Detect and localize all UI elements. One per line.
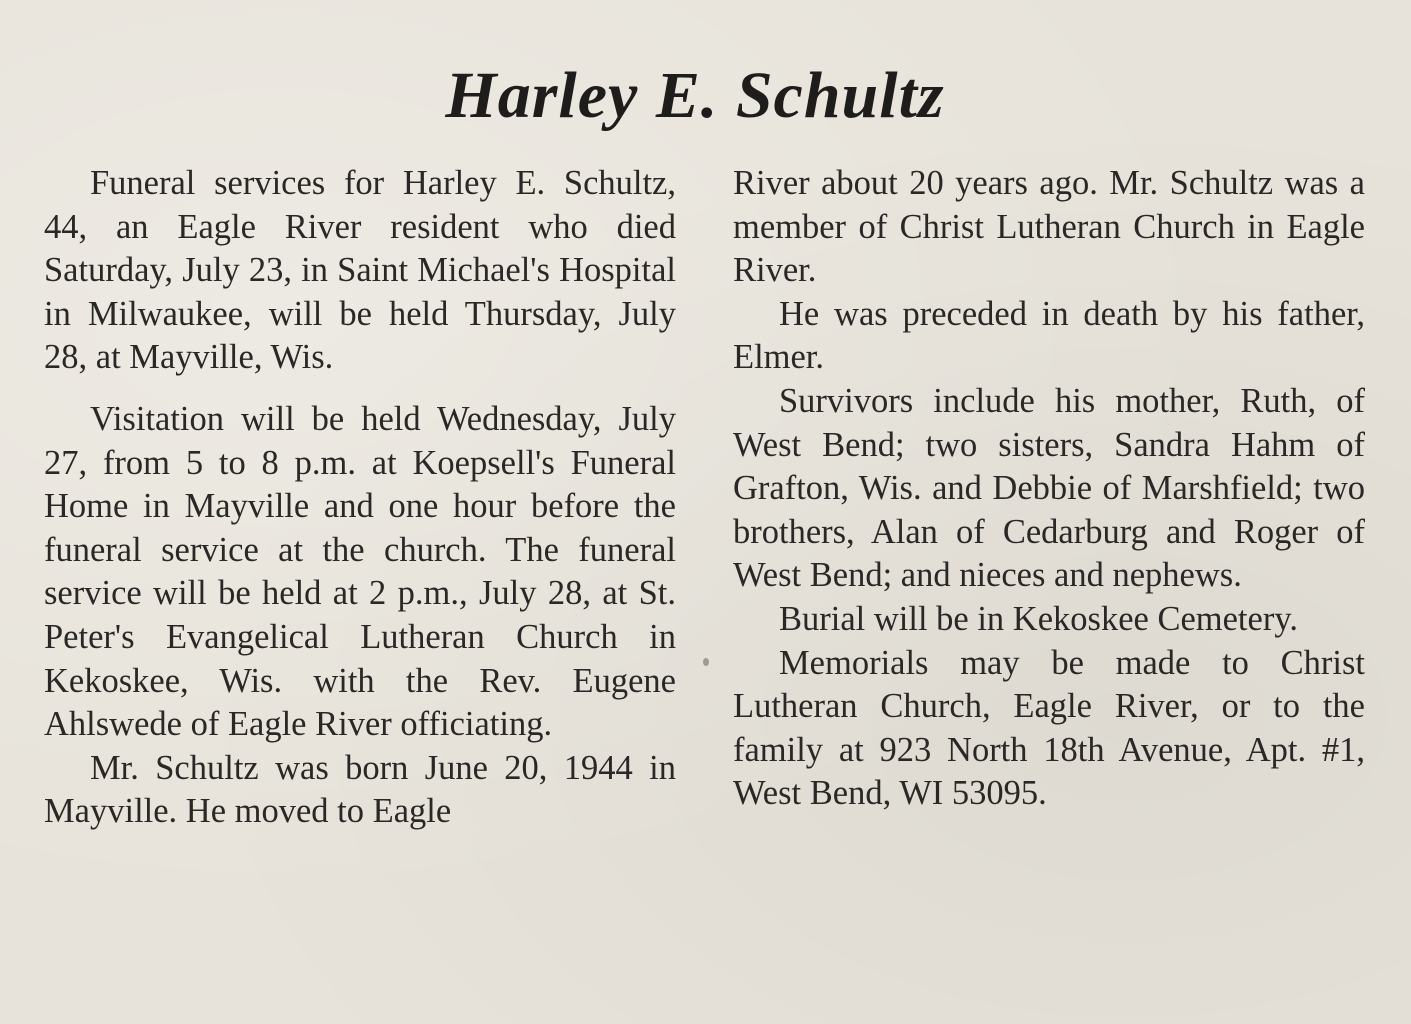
- right-column: [733, 162, 1365, 816]
- left-column: [44, 162, 676, 834]
- paragraph-preceded: He was preceded in death by his father, Elmer.: [733, 294, 1365, 377]
- paragraph-visitation: Visitation will be held Wednesday, July 27, from 5 to 8 p.m. at Koepsell's Funeral Home in Mayville and one hour before the funeral service at the church. The funeral service will be held at 2 p.m., July 28, at St. Peter's Evangelical Lutheran Church in Kekoskee, Wis. with the Rev. Eugene Ahlswede of Eagle River officiating.: [44, 399, 676, 744]
- print-speck-decoration: [703, 658, 709, 666]
- paragraph-memorials: Memorials may be made to Christ Lutheran Church, Eagle River, or to the family at 923 North 18th Avenue, Apt. #1, West Bend, WI 53095.: [733, 643, 1365, 813]
- paragraph-funeral-services: Funeral services for Harley E. Schultz, 44, an Eagle River resident who died Saturday, July 23, in Saint Michael's Hospital in Milwaukee, will be held Thursday, July 28, at Mayville, Wis.: [44, 164, 676, 377]
- paragraph-burial: Burial will be in Kekoskee Cemetery.: [779, 599, 1298, 638]
- paragraph-birth-end: River about 20 years ago. Mr. Schultz was a member of Christ Lutheran Church in Eagle River.: [733, 164, 1365, 290]
- paragraph-birth-start: Mr. Schultz was born June 20, 1944 in Mayville. He moved to Eagle: [44, 748, 676, 831]
- paragraph-survivors: Survivors include his mother, Ruth, of West Bend; two sisters, Sandra Hahm of Grafton, Wis. and Debbie of Marshfield; two brothers, Alan of Cedarburg and Roger of West Bend; and nieces and nephews.: [733, 381, 1365, 595]
- obituary-headline: Harley E. Schultz: [445, 59, 945, 132]
